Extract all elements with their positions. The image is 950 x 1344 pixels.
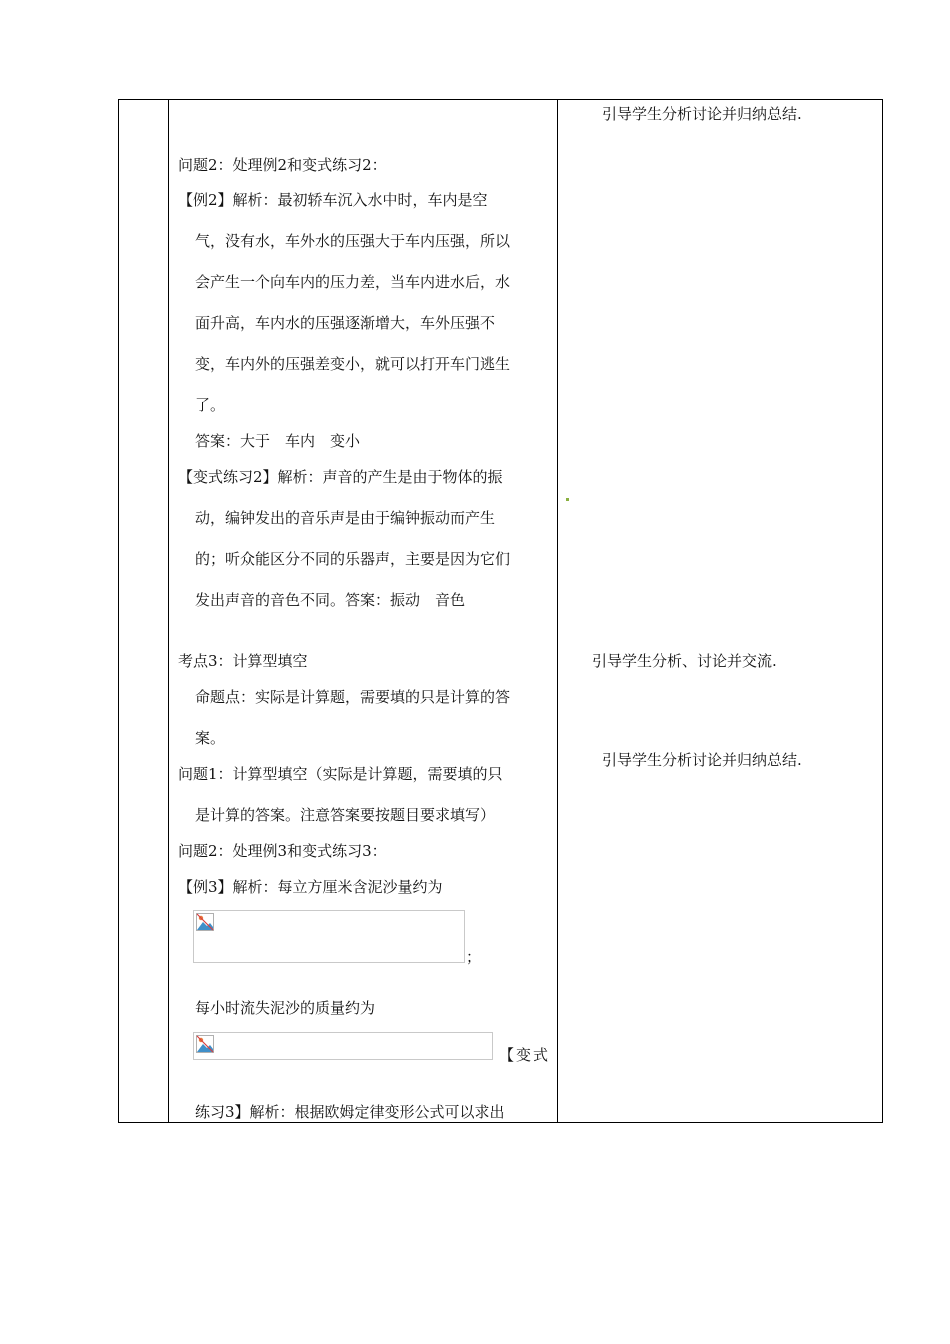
variant-3-start: 【变式 (499, 1046, 551, 1064)
teacher-note-1: 引导学生分析讨论并归纳总结. (602, 105, 802, 123)
stray-mark (566, 498, 569, 501)
question-1-line: 问题1：计算型填空（实际是计算题，需要填的只 (178, 765, 503, 783)
broken-image-icon (196, 913, 214, 931)
broken-image-icon (196, 1035, 214, 1053)
question-2b-heading: 问题2：处理例3和变式练习3： (178, 842, 387, 860)
example-2-line: 了。 (195, 396, 226, 414)
example-2-line: 【例2】解析：最初轿车沉入水中时，车内是空 (178, 191, 488, 209)
variant-2-line: 的；听众能区分不同的乐器声，主要是因为它们 (195, 550, 511, 568)
example-2-line: 变，车内外的压强差变小，就可以打开车门逃生 (195, 355, 511, 373)
example-2-line: 会产生一个向车内的压力差，当车内进水后，水 (195, 273, 511, 291)
example-3-line: 【例3】解析：每立方厘米含泥沙量约为 (178, 878, 443, 896)
variant-2-line: 动，编钟发出的音乐声是由于编钟振动而产生 (195, 509, 496, 527)
column-divider-1 (168, 100, 169, 1122)
example-2-answer: 答案：大于 车内 变小 (195, 432, 361, 450)
question-1-line: 是计算的答案。注意答案要按题目要求填写） (195, 806, 496, 824)
formula-image-1 (193, 910, 465, 963)
mass-line: 每小时流失泥沙的质量约为 (195, 999, 376, 1017)
variant-2-line: 发出声音的音色不同。答案：振动 音色 (195, 591, 466, 609)
formula-image-2 (193, 1032, 493, 1060)
column-divider-2 (557, 100, 558, 1122)
example-2-line: 气，没有水，车外水的压强大于车内压强，所以 (195, 232, 511, 250)
question-2-heading: 问题2：处理例2和变式练习2： (178, 156, 387, 174)
point-3-line: 案。 (195, 729, 226, 747)
point-3-heading: 考点3：计算型填空 (178, 652, 308, 670)
variant-3-line: 练习3】解析：根据欧姆定律变形公式可以求出 (195, 1103, 505, 1121)
lesson-table (118, 99, 883, 1123)
variant-2-line: 【变式练习2】解析：声音的产生是由于物体的振 (178, 468, 503, 486)
point-3-line: 命题点：实际是计算题，需要填的只是计算的答 (195, 688, 511, 706)
example-2-line: 面升高，车内水的压强逐渐增大，车外压强不 (195, 314, 496, 332)
semicolon: ； (466, 948, 482, 966)
teacher-note-3: 引导学生分析讨论并归纳总结. (602, 751, 802, 769)
teacher-note-2: 引导学生分析、讨论并交流. (592, 652, 777, 670)
